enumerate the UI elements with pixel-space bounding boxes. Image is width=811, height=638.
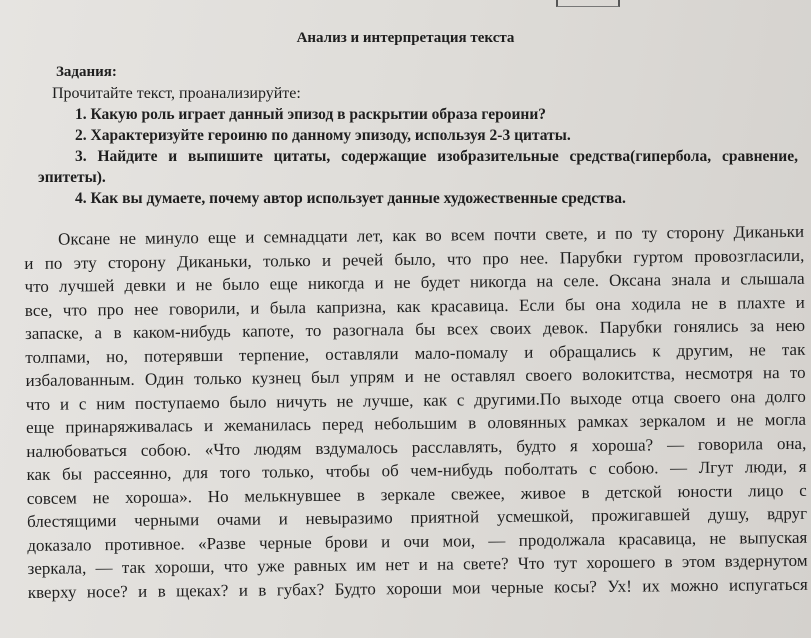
tasks-intro: Прочитайте текст, проанализируйте: bbox=[52, 85, 301, 102]
task-item: 2. Характеризуйте героиню по данному эпизоду, используя 2-3 цитаты. bbox=[75, 127, 571, 144]
text-line: кверху носе? и в щеках? и в губах? Будто хороши мои черные косы? Ух! их можно испугаться bbox=[27, 574, 808, 602]
text-line: совсем не хороша». Но мелькнувшее в зеркале свежее, живое в детской юности лицо с bbox=[26, 480, 807, 508]
text-line: налюбоваться собою. «Что людям вздумалось расславлять, будто я хороша? — говорила она, bbox=[26, 433, 807, 461]
text-line: зеркала, — так хороши, что уже равных им нет и на свете? Что тут хорошего в этом вздернутом bbox=[27, 550, 808, 578]
text-line: избалованным. Один только кузнец был упрям и не оставлял своего волокитства, несмотря на то bbox=[25, 362, 806, 390]
cut-off-header-fragment bbox=[556, 0, 620, 7]
text-line: доказало противное. «Разве черные брови и очи мои, — продолжала красавица, не выпуская bbox=[27, 527, 808, 555]
text-line: все, что про нее говорили, и была капризна, как красавица. Если бы она ходила не в плахте и bbox=[24, 292, 805, 320]
task-item: 4. Как вы думаете, почему автор использует данные художественные средства. bbox=[75, 190, 626, 207]
text-line: как бы рассеянно, для того только, чтобы об чем-нибудь поболтать с собою. — Лгут люди, я bbox=[26, 456, 807, 484]
text-line: и по эту сторону Диканьки, только и речей было, что про нее. Парубки гуртом провозгласили, bbox=[24, 245, 805, 273]
text-line: блестящими черными очами и невыразимо приятной усмешкой, прожигавшей душу, вдруг bbox=[26, 503, 808, 531]
text-line: толпами, но, потерявши терпение, оставляли мало-помалу и обращались к другим, не так bbox=[25, 339, 806, 367]
text-line: что и с ним поступаемо было ничуть не лучше, как с другими.По выходе отца своего она долго bbox=[25, 386, 806, 414]
tasks-section bbox=[38, 62, 798, 209]
text-line: запаске, а в каком-нибудь капоте, то разогнала бы всех своих девок. Парубки гонялись за нею bbox=[25, 315, 806, 343]
document-title: Анализ и интерпретация текста bbox=[296, 30, 515, 46]
text-line: Оксане не минуло еще и семнадцати лет, как во всем почти свете, и по ту сторону Диканьки bbox=[58, 221, 805, 249]
text-line: что лучшей девки и не было еще никогда и не будет никогда на селе. Оксана знала и слышала bbox=[24, 268, 805, 296]
tasks-heading: Задания: bbox=[56, 64, 117, 80]
story-text bbox=[24, 220, 808, 604]
text-line: еще принаряживалась и жеманилась перед небольшим в оловянных рамках зеркалом и не могла bbox=[25, 409, 807, 437]
task-item: 1. Какую роль играет данный эпизод в раскрытии образа героини? bbox=[75, 106, 547, 123]
task-item: 3. Найдите и выпишите цитаты, содержащие изобразительные средства(гипербола, сравнение, эпитеты). bbox=[38, 148, 798, 186]
